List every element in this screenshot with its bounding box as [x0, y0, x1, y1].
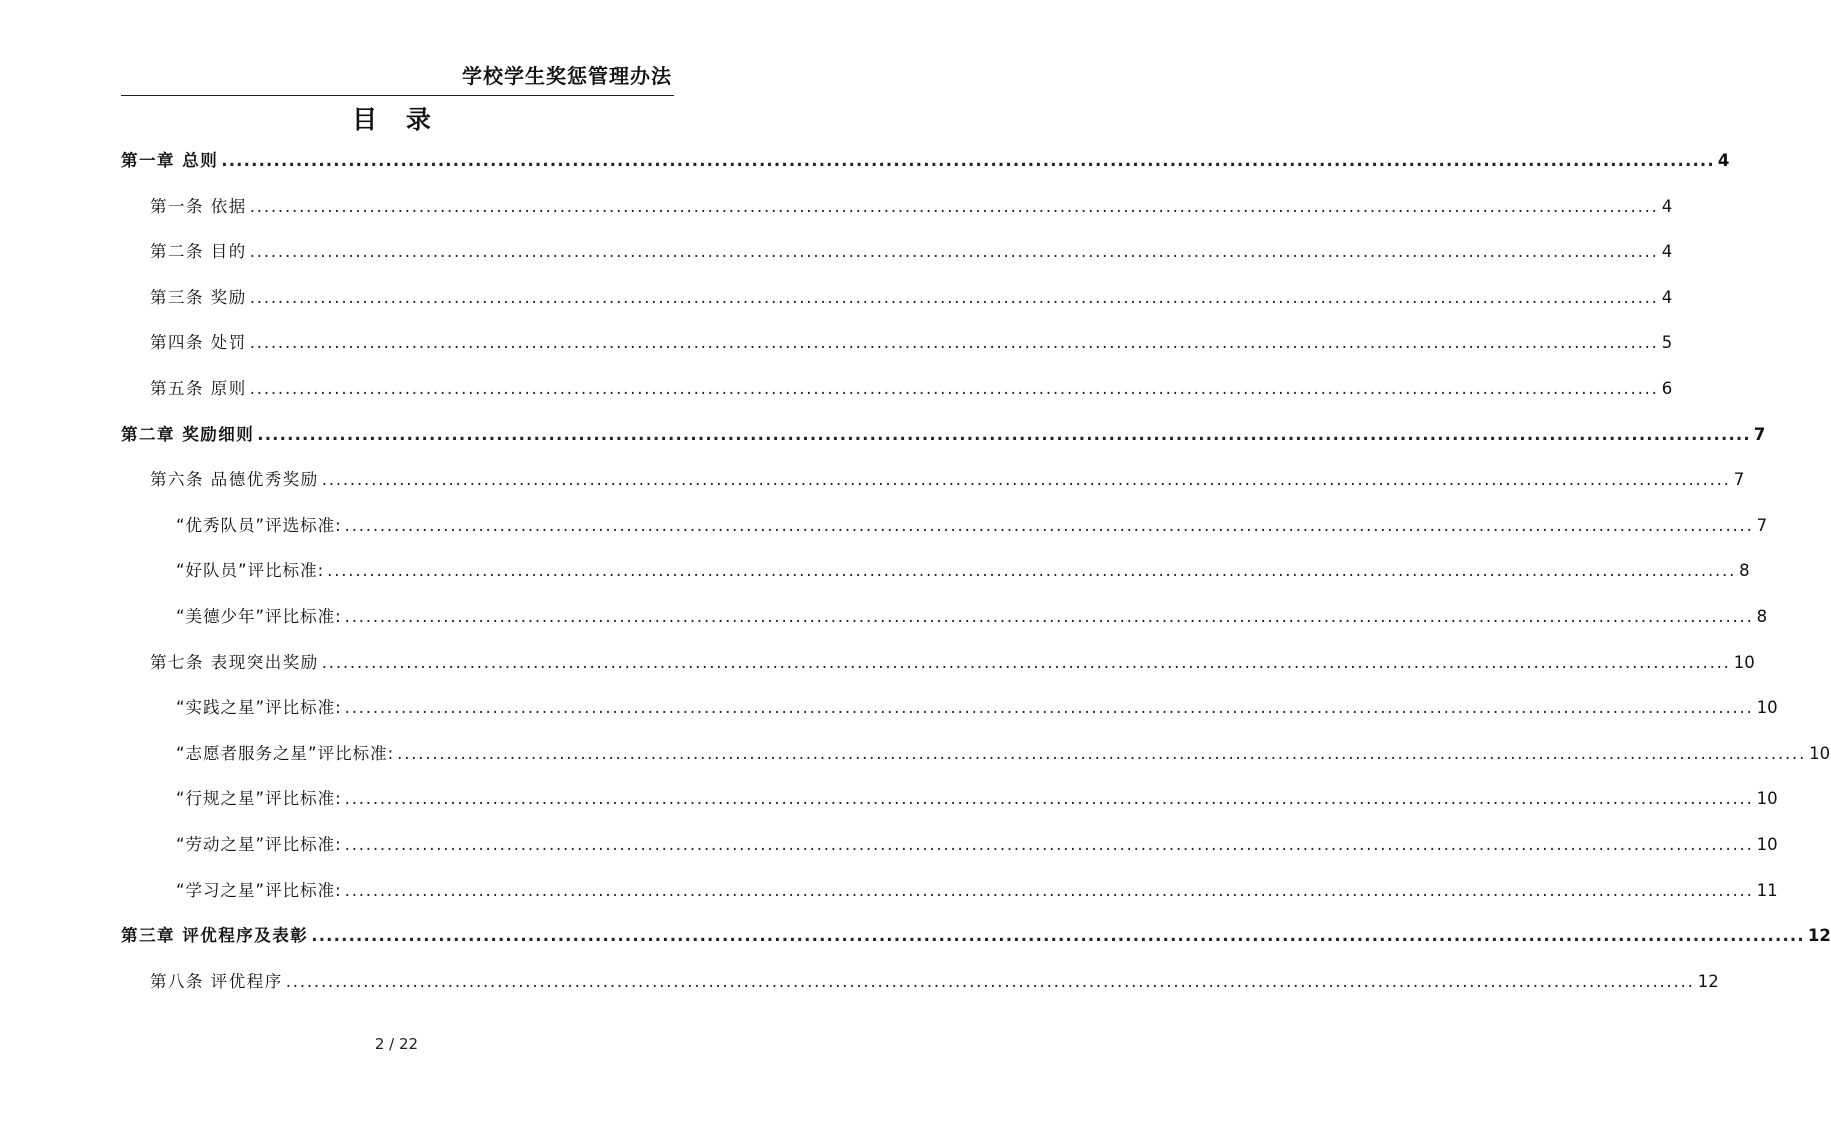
toc-dot-leader: ........................................................................................................................................................................................................ — [311, 926, 1805, 946]
toc-entry-label: 第三条 奖励 — [150, 287, 247, 307]
toc-entry[interactable] — [150, 467, 1745, 493]
toc-entry-page: 4 — [1661, 242, 1673, 262]
toc-entry-page: 4 — [1661, 196, 1673, 216]
toc-entry-page: 6 — [1661, 379, 1673, 398]
toc-entry-page: 8 — [1756, 607, 1768, 626]
toc-entry[interactable] — [176, 558, 1750, 584]
toc-entry-label: 第一条 依据 — [150, 196, 247, 216]
toc-entry-page: 12 — [1697, 971, 1719, 991]
toc-entry-page: 8 — [1739, 561, 1750, 581]
toc-dot-leader: ........................................................................................................................................................................................................ — [321, 652, 1731, 672]
toc-entry-label: 第二条 目的 — [150, 242, 247, 262]
toc-entry-page: 11 — [1756, 880, 1778, 900]
toc-entry-page: 10 — [1733, 652, 1755, 672]
toc-entry-label: 第六条 品德优秀奖励 — [150, 470, 319, 490]
toc-entry-page: 10 — [1756, 789, 1778, 809]
toc-entry[interactable] — [176, 786, 1778, 812]
toc-dot-leader: ........................................................................................................................................................................................................ — [321, 470, 1731, 490]
toc-dot-leader: ........................................................................................................................................................................................................ — [344, 789, 1754, 809]
document-header-title: 学校学生奖惩管理办法 — [462, 64, 672, 88]
toc-entry[interactable] — [176, 604, 1768, 630]
toc-dot-leader: ........................................................................................................................................................................................................ — [249, 287, 1659, 307]
toc-dot-leader: ........................................................................................................................................................................................................ — [257, 424, 1751, 444]
toc-entry[interactable] — [150, 330, 1673, 356]
toc-dot-leader: ........................................................................................................................................................................................................ — [344, 515, 1754, 535]
toc-entry[interactable] — [176, 878, 1778, 904]
toc-entry-page: 5 — [1661, 333, 1673, 353]
toc-entry-label: “学习之星”评比标准: — [176, 880, 342, 900]
toc-entry-label: 第二章 奖励细则 — [121, 424, 255, 444]
toc-dot-leader: ........................................................................................................................................................................................................ — [344, 880, 1754, 900]
toc-entry[interactable] — [150, 969, 1719, 995]
toc-entry-label: 第三章 评优程序及表彰 — [121, 926, 309, 946]
toc-entry[interactable] — [176, 832, 1778, 858]
toc-entry-label: “实践之星”评比标准: — [176, 698, 342, 718]
toc-dot-leader: ........................................................................................................................................................................................................ — [344, 698, 1754, 718]
toc-entry-label: 第四条 处罚 — [150, 333, 247, 353]
toc-dot-leader: ........................................................................................................................................................................................................ — [249, 379, 1659, 398]
toc-dot-leader: ........................................................................................................................................................................................................ — [249, 242, 1659, 262]
toc-entry[interactable] — [176, 741, 1831, 767]
toc-entry[interactable] — [121, 422, 1766, 448]
header-divider — [121, 95, 674, 96]
toc-entry-label: “行规之星”评比标准: — [176, 789, 342, 809]
toc-entry-page: 7 — [1753, 424, 1766, 444]
toc-dot-leader: ........................................................................................................................................................................................................ — [249, 333, 1659, 353]
toc-entry-page: 4 — [1717, 151, 1730, 170]
toc-entry-page: 10 — [1809, 743, 1831, 763]
toc-entry-page: 7 — [1733, 470, 1745, 490]
toc-entry-page: 12 — [1807, 926, 1831, 946]
toc-entry[interactable] — [121, 923, 1831, 949]
toc-entry-label: 第一章 总则 — [121, 151, 219, 170]
toc-entry[interactable] — [150, 650, 1755, 676]
toc-entry[interactable] — [150, 376, 1673, 402]
toc-entry-label: “美德少年”评比标准: — [176, 607, 342, 626]
toc-entry-page: 4 — [1661, 287, 1673, 307]
toc-dot-leader: ........................................................................................................................................................................................................ — [397, 743, 1807, 763]
toc-entry-label: “好队员”评比标准: — [176, 561, 325, 581]
toc-entry-label: “优秀队员”评选标准: — [176, 515, 342, 535]
toc-entry-page: 7 — [1756, 515, 1768, 535]
page-number: 2 / 22 — [374, 1035, 419, 1053]
toc-entry[interactable] — [150, 285, 1673, 311]
toc-entry[interactable] — [121, 148, 1730, 174]
toc-entry[interactable] — [176, 695, 1778, 721]
toc-dot-leader: ........................................................................................................................................................................................................ — [327, 561, 1737, 581]
toc-entry-label: “志愿者服务之星”评比标准: — [176, 743, 395, 763]
toc-entry-label: 第八条 评优程序 — [150, 971, 283, 991]
toc-entry-page: 10 — [1756, 835, 1778, 854]
toc-entry[interactable] — [150, 239, 1673, 265]
toc-dot-leader: ........................................................................................................................................................................................................ — [344, 835, 1754, 854]
toc-dot-leader: ........................................................................................................................................................................................................ — [285, 971, 1695, 991]
toc-heading: 目 录 — [352, 105, 441, 134]
toc-entry-label: 第五条 原则 — [150, 379, 247, 398]
toc-entry[interactable] — [150, 194, 1673, 220]
toc-entry-page: 10 — [1756, 698, 1778, 718]
toc-entry-label: 第七条 表现突出奖励 — [150, 652, 319, 672]
toc-dot-leader: ........................................................................................................................................................................................................ — [344, 607, 1754, 626]
toc-dot-leader: ........................................................................................................................................................................................................ — [221, 151, 1715, 170]
toc-entry-label: “劳动之星”评比标准: — [176, 835, 342, 854]
toc-dot-leader: ........................................................................................................................................................................................................ — [249, 196, 1659, 216]
toc-entry[interactable] — [176, 513, 1768, 539]
